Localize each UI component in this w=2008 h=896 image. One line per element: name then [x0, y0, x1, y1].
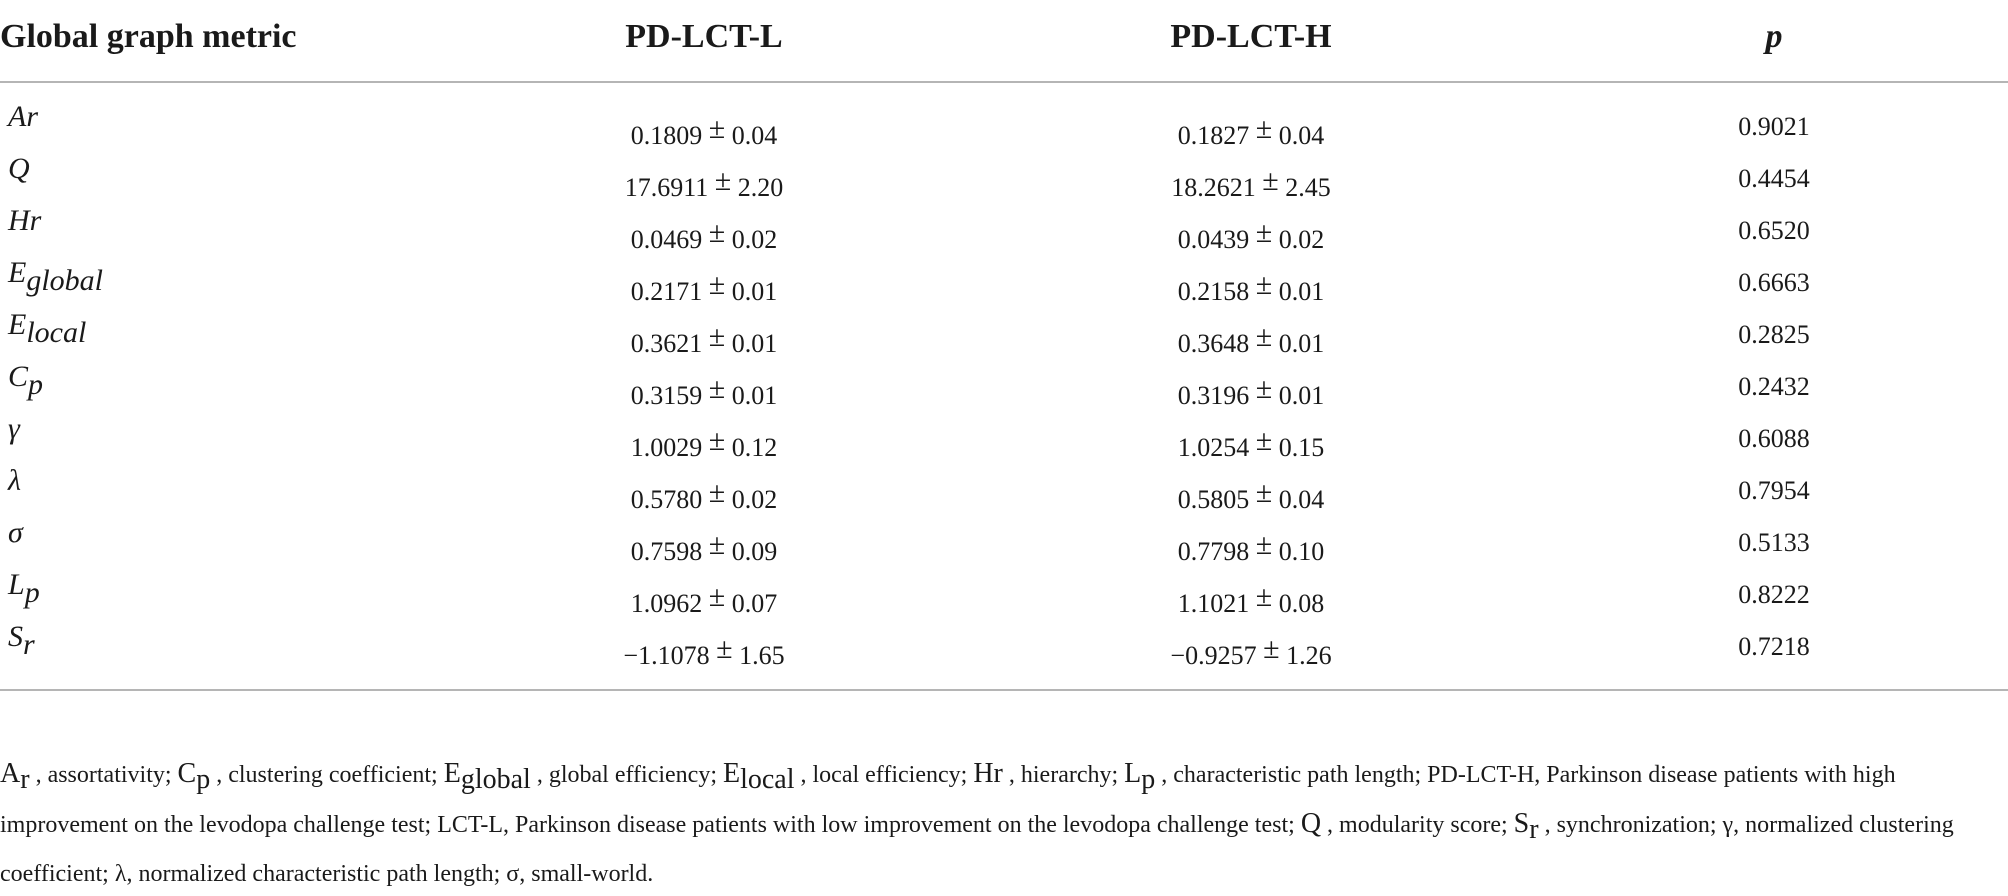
table-row	[0, 204, 2008, 256]
footnote-hr-symbol: Hr	[973, 758, 1003, 789]
header-pd-lct-l: PD-LCT-L	[625, 18, 783, 55]
metric-name: $E_{global}$	[8, 256, 103, 297]
metric-name: λ	[8, 464, 21, 497]
metric-name: $C_p$	[8, 360, 44, 401]
value-high: 18.2621 ± 2.45	[1171, 164, 1331, 202]
footnote-q-symbol: Q	[1300, 808, 1322, 839]
value-high: 1.1021 ± 0.08	[1177, 580, 1325, 618]
table-row	[0, 568, 2008, 620]
p-value: 0.4454	[1738, 164, 1810, 193]
table-header	[0, 0, 2008, 80]
footnote-ar-symbol: $A_r$	[0, 758, 30, 795]
value-low: 0.0469 ± 0.02	[630, 216, 778, 254]
table-row	[0, 516, 2008, 568]
header-pd-lct-h: PD-LCT-H	[1170, 18, 1332, 55]
metric-name: σ	[8, 516, 23, 549]
value-high: 1.0254 ± 0.15	[1177, 424, 1325, 462]
table-footnote	[0, 752, 2000, 896]
footnote-cp-symbol: $C_p$	[177, 758, 211, 795]
value-low: 0.5780 ± 0.02	[630, 476, 778, 514]
bottom-rule	[0, 689, 2008, 691]
value-high: 0.5805 ± 0.04	[1177, 476, 1325, 514]
value-low: 0.7598 ± 0.09	[630, 528, 778, 566]
value-high: 0.3196 ± 0.01	[1177, 372, 1325, 410]
metric-name: $S_r$	[8, 620, 35, 661]
footnote-eg-symbol: $E_{global}$	[443, 758, 531, 795]
value-high: 0.2158 ± 0.01	[1177, 268, 1325, 306]
metric-name: Ar	[8, 100, 38, 133]
footnote-lp-symbol: $L_p$	[1124, 758, 1156, 795]
value-high: 0.0439 ± 0.02	[1177, 216, 1325, 254]
p-value: 0.6520	[1738, 216, 1810, 245]
table-row	[0, 412, 2008, 464]
value-low: 1.0962 ± 0.07	[630, 580, 778, 618]
value-low: 1.0029 ± 0.12	[630, 424, 778, 462]
value-high: 0.3648 ± 0.01	[1177, 320, 1325, 358]
footnote-eg-text: , global efficiency;	[536, 762, 717, 788]
p-value: 0.8222	[1738, 580, 1810, 609]
table-row	[0, 152, 2008, 204]
value-high: 0.1827 ± 0.04	[1177, 112, 1325, 150]
table-row	[0, 100, 2008, 152]
footnote-sr-symbol: $S_r$	[1513, 808, 1539, 845]
table-row	[0, 464, 2008, 516]
footnote-ar-text: , assortativity;	[35, 762, 172, 788]
p-value: 0.6663	[1738, 268, 1810, 297]
table-row	[0, 620, 2008, 672]
p-value: 0.5133	[1738, 528, 1810, 557]
value-low: 0.3159 ± 0.01	[630, 372, 778, 410]
footnote-cp-text: , clustering coefficient;	[216, 762, 438, 788]
value-low: 17.6911 ± 2.20	[624, 164, 784, 202]
header-rule	[0, 81, 2008, 83]
footnote-q-text: , modularity score;	[1327, 812, 1508, 838]
value-low: 0.3621 ± 0.01	[630, 320, 778, 358]
metric-name: $L_p$	[8, 568, 40, 609]
header-metric: Global graph metric	[0, 18, 297, 55]
footnote-sr-text: , synchronization; γ, normalized clustering coefficient; λ, normalized characteristic path length; σ, small-world.	[0, 812, 1954, 887]
metric-name: $E_{local}$	[8, 308, 87, 349]
table-row	[0, 360, 2008, 412]
value-low: 0.1809 ± 0.04	[630, 112, 778, 150]
footnote-el-text: , local efficiency;	[800, 762, 968, 788]
footnote-hr-text: , hierarchy;	[1008, 762, 1119, 788]
p-value: 0.6088	[1738, 424, 1810, 453]
metric-name: Q	[8, 152, 30, 185]
value-low: −1.1078 ± 1.65	[623, 632, 785, 670]
table-row	[0, 308, 2008, 360]
value-high: 0.7798 ± 0.10	[1177, 528, 1325, 566]
table-row	[0, 256, 2008, 308]
p-value: 0.2825	[1738, 320, 1810, 349]
metric-name: Hr	[8, 204, 42, 237]
value-high: −0.9257 ± 1.26	[1170, 632, 1332, 670]
metric-name: γ	[8, 412, 20, 445]
p-value: 0.7218	[1738, 632, 1810, 661]
header-p: p	[1765, 18, 1783, 55]
footnote-el-symbol: $E_{local}$	[722, 758, 795, 795]
p-value: 0.2432	[1738, 372, 1810, 401]
value-low: 0.2171 ± 0.01	[630, 268, 778, 306]
footnote-lp-text: , characteristic path length; PD-LCT-H, Parkinson disease patients with high improvement on the levodopa challenge test; LCT-L, Parkinson disease patients with low improvement on the levodopa challenge test;	[0, 762, 1896, 838]
p-value: 0.9021	[1738, 112, 1810, 141]
p-value: 0.7954	[1738, 476, 1810, 505]
